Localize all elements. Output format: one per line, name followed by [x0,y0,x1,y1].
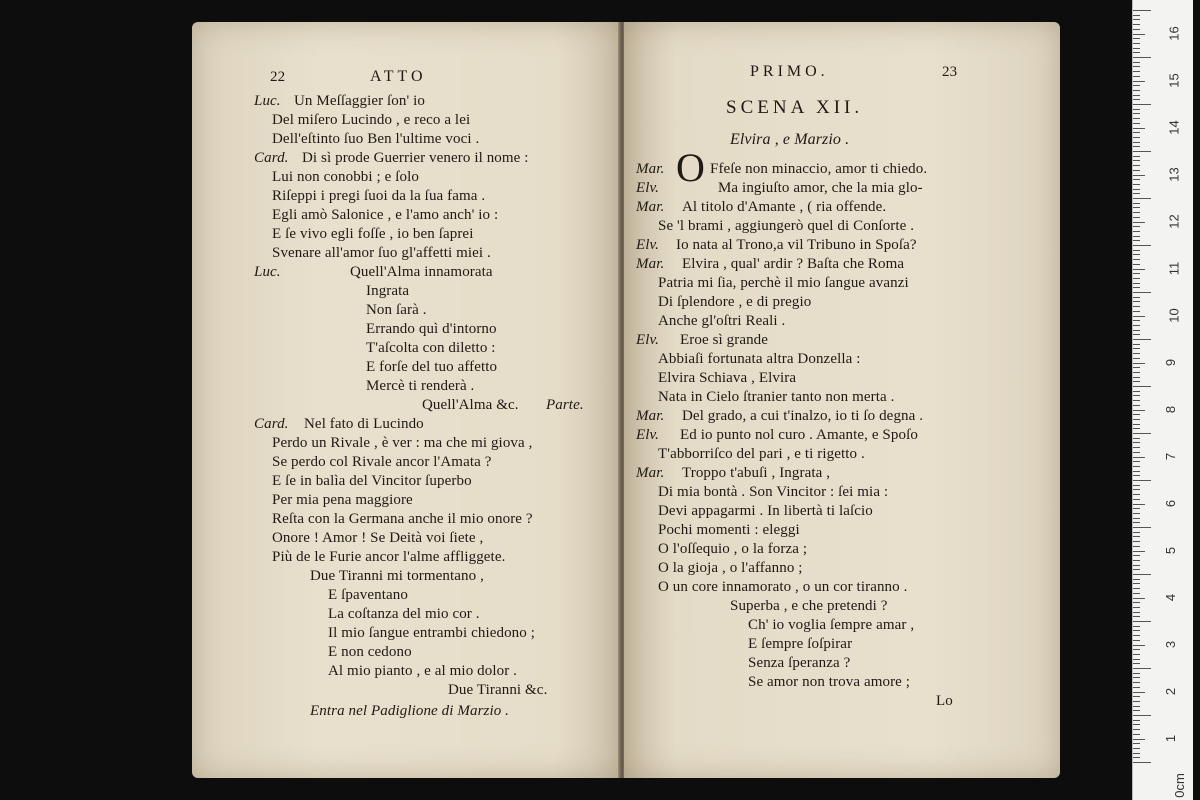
text-line: Quell'Alma innamorata [350,264,493,280]
ruler-label: 8 [1163,405,1179,414]
ruler-tick-major [1133,762,1151,763]
ruler-tick-minor [1133,179,1140,180]
ruler-tick-minor [1133,189,1140,190]
ruler-tick-minor [1133,66,1140,67]
ruler-tick-minor [1133,635,1140,636]
ruler-tick-minor [1133,358,1140,359]
ruler-tick-minor [1133,710,1140,711]
text-line: Onore ! Amor ! Se Deità voi ſiete , [272,530,484,546]
text-line: Abbiaſi fortunata altra Donzella : [658,351,861,367]
ruler-tick-minor [1133,724,1140,725]
ruler-label: 14 [1166,120,1182,135]
ruler-tick-minor [1133,649,1140,650]
ruler-tick-minor [1133,654,1140,655]
ruler-tick-minor [1133,499,1140,500]
text-line: Perdo un Rivale , è ver : ma che mi giova , [272,435,533,451]
text-line: Se perdo col Rivale ancor l'Amata ? [272,454,492,470]
running-head-left: ATTO [370,68,427,85]
text-line: Ffeſe non minaccio, amor ti chiedo. [710,161,928,177]
text-line: Del miſero Lucindo , e reco a lei [272,112,471,128]
speaker-label: Mar. [636,256,665,272]
ruler-tick-major [1133,198,1151,199]
ruler-tick-minor [1133,508,1140,509]
ruler-tick-minor [1133,729,1140,730]
ruler-tick-minor [1133,612,1140,613]
ruler-tick-minor [1133,400,1140,401]
text-line: Del grado, a cui t'inalzo, io ti ſo degna . [682,408,924,424]
ruler-tick-minor [1133,734,1140,735]
ruler-tick-minor [1133,489,1140,490]
ruler-tick-minor [1133,217,1140,218]
ruler-tick-minor [1133,616,1140,617]
open-book [192,22,1060,778]
ruler-label: 15 [1166,73,1182,88]
ruler-tick-minor [1133,146,1140,147]
ruler-label: 16 [1166,26,1182,41]
ruler-tick-minor [1133,81,1145,82]
text-line: Pochi momenti : eleggi [658,522,800,538]
ruler-label: 9 [1163,358,1179,367]
ruler-tick-minor [1133,673,1140,674]
text-line: Errando quì d'intorno [366,321,497,337]
ruler-tick-minor [1133,513,1140,514]
ruler-tick-major [1133,57,1151,58]
speaker-label: Luc. [254,93,281,109]
ruler-tick-minor [1133,184,1140,185]
text-line: Svenare all'amor ſuo gl'affetti miei . [272,245,491,261]
ruler-tick-minor [1133,593,1140,594]
ruler-tick-minor [1133,447,1140,448]
ruler-tick-minor [1133,113,1140,114]
ruler-tick-major [1133,715,1151,716]
catchword: Lo [936,693,953,709]
ruler-tick-minor [1133,466,1140,467]
ruler-tick-minor [1133,226,1140,227]
text-line: Nel fato di Lucindo [304,416,424,432]
text-line: Per mia pena maggiore [272,492,413,508]
text-line: Eroe sì grande [680,332,769,348]
ruler-tick-minor [1133,109,1140,110]
text-line: O l'oſſequio , o la forza ; [658,541,808,557]
ruler-tick-minor [1133,677,1140,678]
ruler-tick-minor [1133,560,1140,561]
text-line: Reſta con la Germana anche il mio onore ? [272,511,533,527]
ruler-tick-minor [1133,48,1140,49]
ruler-tick-minor [1133,212,1140,213]
ruler-tick-minor [1133,569,1140,570]
ruler-tick-minor [1133,405,1140,406]
ruler-label: 7 [1163,452,1179,461]
ruler-label: 10 [1166,308,1182,323]
ruler-tick-minor [1133,607,1140,608]
text-line: Riſeppi i pregi ſuoi da la ſua fama . [272,188,486,204]
scene-characters: Elvira , e Marzio . [730,131,850,148]
stage-direction: Entra nel Padiglione di Marzio . [310,703,510,719]
scene-title: SCENA XII. [726,97,864,118]
text-line: Quell'Alma &c. [422,397,519,413]
ruler-tick-minor [1133,551,1145,552]
ruler-tick-minor [1133,583,1140,584]
ruler-tick-minor [1133,118,1140,119]
ruler-tick-minor [1133,377,1140,378]
ruler-tick-minor [1133,52,1140,53]
ruler-tick-minor [1133,330,1140,331]
ruler-tick-minor [1133,720,1140,721]
text-line: Se amor non trova amore ; [748,674,911,690]
ruler-tick-minor [1133,353,1140,354]
ruler-tick-minor [1133,541,1140,542]
ruler-label: 12 [1166,214,1182,229]
speaker-label: Mar. [636,408,665,424]
text-line: E ſpaventano [328,587,408,603]
ruler-tick-minor [1133,165,1140,166]
ruler-tick-major [1133,104,1151,105]
ruler-tick-minor [1133,43,1140,44]
ruler-tick-minor [1133,311,1140,312]
ruler-tick-minor [1133,273,1140,274]
ruler-tick-minor [1133,90,1140,91]
ruler-tick-minor [1133,518,1140,519]
ruler-tick-minor [1133,34,1145,35]
text-line: Dell'eſtinto ſuo Ben l'ultime voci . [272,131,480,147]
ruler-tick-minor [1133,522,1140,523]
ruler-tick-minor [1133,160,1140,161]
text-line: E non cedono [328,644,412,660]
speaker-label: Elv. [636,237,660,253]
ruler-tick-minor [1133,602,1140,603]
ruler-tick-minor [1133,475,1140,476]
text-line: Superba , e che pretendi ? [730,598,888,614]
ruler-tick-minor [1133,283,1140,284]
measurement-ruler [1132,0,1193,800]
ruler-label: 3 [1163,640,1179,649]
ruler-tick-minor [1133,15,1140,16]
ruler-tick-minor [1133,438,1140,439]
text-line: Un Meſſaggier ſon' io [294,93,426,109]
speaker-label: Luc. [254,264,281,280]
ruler-tick-minor [1133,442,1140,443]
text-line: Ch' io voglia ſempre amar , [748,617,915,633]
ruler-tick-minor [1133,640,1140,641]
text-line: Egli amò Salonice , e l'amo anch' io : [272,207,499,223]
ruler-tick-minor [1133,287,1140,288]
ruler-tick-minor [1133,320,1140,321]
text-line: Due Tiranni &c. [448,682,548,698]
ruler-tick-minor [1133,428,1140,429]
ruler-tick-minor [1133,264,1140,265]
text-line: Non ſarà . [366,302,427,318]
ruler-tick-minor [1133,137,1140,138]
ruler-label: 0cm [1171,773,1187,798]
text-line: Io nata al Trono,a vil Tribuno in Spoſa? [676,237,917,253]
stage-direction: Parte. [546,397,584,413]
ruler-tick-minor [1133,316,1145,317]
speaker-label: Elv. [636,427,660,443]
ruler-tick-minor [1133,95,1140,96]
ruler-tick-minor [1133,38,1140,39]
ruler-tick-minor [1133,128,1145,129]
text-line: E ſe in balìa del Vincitor ſuperbo [272,473,472,489]
text-line: Ma ingiuſto amor, che la mia glo- [718,180,923,196]
ruler-tick-minor [1133,62,1140,63]
ruler-tick-minor [1133,363,1145,364]
text-line: Lui non conobbi ; e ſolo [272,169,419,185]
ruler-tick-minor [1133,259,1140,260]
ruler-tick-major [1133,386,1151,387]
text-line: E ſe vivo egli foſſe , io ben ſaprei [272,226,474,242]
ruler-tick-minor [1133,753,1140,754]
ruler-tick-minor [1133,372,1140,373]
ruler-tick-major [1133,574,1151,575]
ruler-tick-minor [1133,536,1140,537]
text-line: Patria mi ſia, perchè il mio ſangue avanzi [658,275,909,291]
text-line: Se 'l brami , aggiungerò quel di Conſorte . [658,218,915,234]
text-line: E ſempre ſoſpirar [748,636,853,652]
ruler-tick-minor [1133,71,1140,72]
ruler-tick-minor [1133,532,1140,533]
ruler-tick-minor [1133,132,1140,133]
ruler-tick-major [1133,668,1151,669]
text-line: Ingrata [366,283,410,299]
ruler-tick-minor [1133,414,1140,415]
ruler-tick-major [1133,480,1151,481]
ruler-tick-minor [1133,663,1140,664]
ruler-tick-minor [1133,588,1140,589]
ruler-tick-minor [1133,381,1140,382]
ruler-tick-minor [1133,757,1140,758]
text-line: E forſe del tuo affetto [366,359,498,375]
left-page [192,22,620,778]
ruler-tick-minor [1133,297,1140,298]
ruler-tick-minor [1133,659,1140,660]
ruler-tick-minor [1133,175,1145,176]
ruler-label: 6 [1163,499,1179,508]
ruler-tick-minor [1133,579,1140,580]
text-line: Elvira Schiava , Elvira [658,370,797,386]
text-line: Al mio pianto , e al mio dolor . [328,663,518,679]
ruler-tick-minor [1133,254,1140,255]
ruler-tick-minor [1133,565,1140,566]
text-line: Ed io punto nol curo . Amante, e Spoſo [680,427,918,443]
speaker-label: Card. [254,416,289,432]
text-line: Di mia bontà . Son Vincitor : ſei mia : [658,484,889,500]
ruler-tick-minor [1133,419,1140,420]
speaker-label: Mar. [636,465,665,481]
ruler-tick-minor [1133,76,1140,77]
ruler-tick-minor [1133,344,1140,345]
ruler-tick-major [1133,433,1151,434]
ruler-tick-minor [1133,682,1140,683]
text-line: Due Tiranni mi tormentano , [310,568,484,584]
drop-cap: O [676,145,705,190]
ruler-tick-major [1133,527,1151,528]
ruler-tick-minor [1133,739,1145,740]
ruler-tick-major [1133,10,1151,11]
ruler-tick-minor [1133,222,1145,223]
text-line: Nata in Cielo ſtranier tanto non merta . [658,389,895,405]
ruler-tick-minor [1133,461,1140,462]
ruler-label: 5 [1163,546,1179,555]
ruler-tick-minor [1133,494,1140,495]
speaker-label: Mar. [636,161,665,177]
ruler-label: 4 [1163,593,1179,602]
ruler-tick-minor [1133,471,1140,472]
ruler-label: 11 [1166,261,1182,276]
ruler-tick-major [1133,621,1151,622]
ruler-tick-minor [1133,19,1140,20]
speaker-label: Mar. [636,199,665,215]
ruler-tick-minor [1133,170,1140,171]
page-number-right: 23 [942,64,958,80]
ruler-tick-minor [1133,203,1140,204]
text-line: Troppo t'abuſi , Ingrata , [682,465,831,481]
ruler-tick-minor [1133,743,1140,744]
ruler-tick-minor [1133,156,1140,157]
page-number-left: 22 [270,69,286,85]
ruler-tick-minor [1133,748,1140,749]
text-line: Di ſplendore , e di pregio [658,294,812,310]
right-page [624,22,1060,778]
text-line: Anche gl'oſtri Reali . [658,313,786,329]
ruler-tick-minor [1133,142,1140,143]
text-line: T'abborriſco del pari , e ti rigetto . [658,446,865,462]
ruler-tick-minor [1133,395,1140,396]
ruler-tick-minor [1133,598,1145,599]
ruler-tick-minor [1133,645,1145,646]
ruler-label: 1 [1163,734,1179,743]
ruler-tick-minor [1133,696,1140,697]
speaker-label: Elv. [636,332,660,348]
text-line: O un core innamorato , o un cor tiranno . [658,579,908,595]
ruler-tick-major [1133,245,1151,246]
ruler-tick-minor [1133,457,1145,458]
ruler-tick-minor [1133,250,1140,251]
ruler-tick-minor [1133,24,1140,25]
ruler-tick-minor [1133,410,1145,411]
text-line: Il mio ſangue entrambi chiedono ; [328,625,535,641]
ruler-tick-minor [1133,555,1140,556]
ruler-tick-minor [1133,367,1140,368]
ruler-label: 2 [1163,687,1179,696]
ruler-tick-minor [1133,391,1140,392]
ruler-tick-minor [1133,240,1140,241]
text-line: Mercè ti renderà . [366,378,475,394]
text-line: La coſtanza del mio cor . [328,606,480,622]
ruler-tick-minor [1133,231,1140,232]
ruler-tick-minor [1133,207,1140,208]
ruler-tick-minor [1133,278,1140,279]
ruler-tick-minor [1133,692,1145,693]
ruler-tick-major [1133,339,1151,340]
ruler-tick-minor [1133,706,1140,707]
ruler-tick-minor [1133,325,1140,326]
text-line: Elvira , qual' ardir ? Baſta che Roma [682,256,905,272]
speaker-label: Card. [254,150,289,166]
ruler-tick-minor [1133,504,1145,505]
running-head-right: PRIMO. [750,63,829,80]
ruler-tick-minor [1133,485,1140,486]
ruler-tick-minor [1133,687,1140,688]
text-line: Al titolo d'Amante , ( ria offende. [682,199,887,215]
ruler-tick-minor [1133,546,1140,547]
ruler-tick-minor [1133,123,1140,124]
ruler-tick-minor [1133,193,1140,194]
ruler-tick-major [1133,151,1151,152]
text-line: Senza ſperanza ? [748,655,851,671]
text-line: Più de le Furie ancor l'alme affliggete. [272,549,506,565]
ruler-tick-minor [1133,29,1140,30]
ruler-tick-minor [1133,630,1140,631]
ruler-tick-minor [1133,452,1140,453]
speaker-label: Elv. [636,180,660,196]
ruler-label: 13 [1166,167,1182,182]
text-line: Devi appagarmi . In libertà ti laſcio [658,503,873,519]
text-line: Di sì prode Guerrier venero il nome : [302,150,529,166]
ruler-tick-minor [1133,85,1140,86]
ruler-tick-minor [1133,701,1140,702]
ruler-tick-minor [1133,626,1140,627]
ruler-tick-minor [1133,424,1140,425]
ruler-tick-minor [1133,236,1140,237]
ruler-tick-minor [1133,306,1140,307]
ruler-tick-major [1133,292,1151,293]
ruler-tick-minor [1133,334,1140,335]
text-line: O la gioja , o l'affanno ; [658,560,803,576]
ruler-tick-minor [1133,301,1140,302]
text-line: T'aſcolta con diletto : [366,340,496,356]
ruler-tick-minor [1133,348,1140,349]
ruler-tick-minor [1133,99,1140,100]
ruler-tick-minor [1133,269,1145,270]
